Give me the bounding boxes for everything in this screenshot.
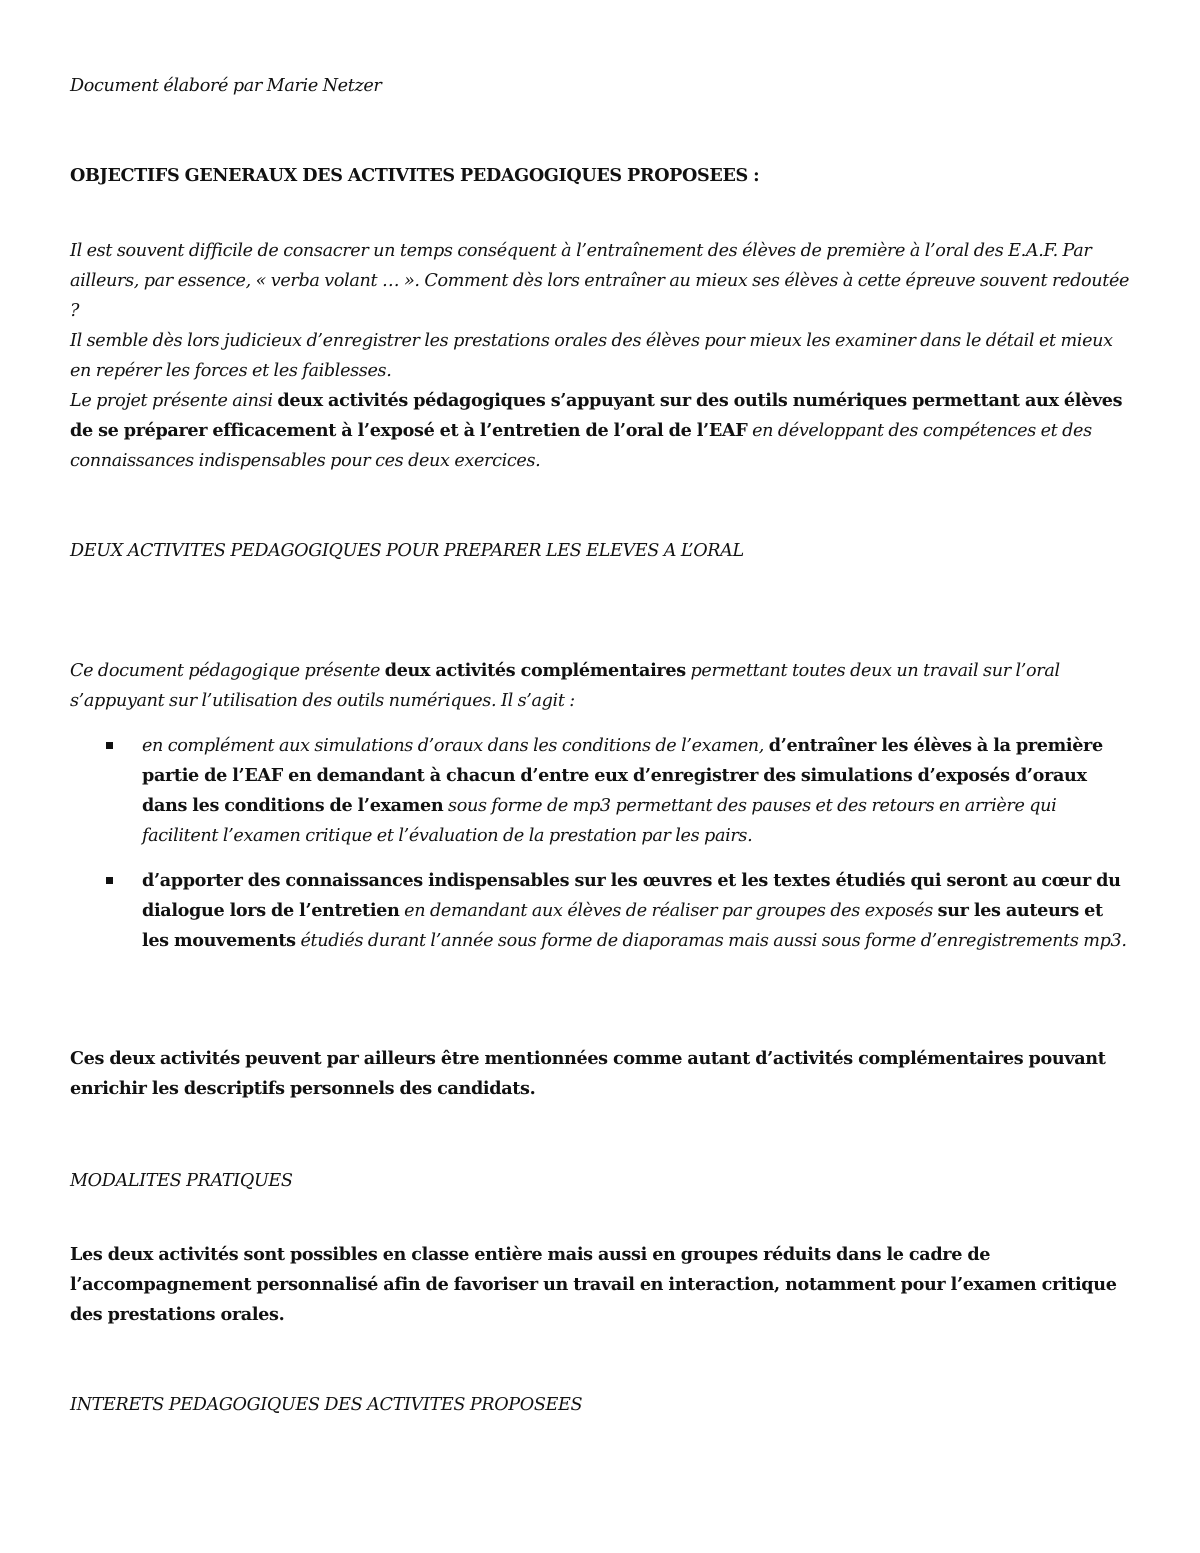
square-bullet-icon bbox=[106, 877, 113, 884]
bullet-2-italic-end: étudiés durant l’année sous forme de diaporamas mais aussi sous forme d’enregistrements mp3. bbox=[295, 931, 1127, 951]
heading-objectifs: OBJECTIFS GENERAUX DES ACTIVITES PEDAGOGIQUES PROPOSEES : bbox=[70, 165, 760, 186]
intro-section bbox=[70, 236, 1132, 476]
activities-list bbox=[70, 731, 1132, 956]
list-item bbox=[70, 866, 1132, 956]
intro-paragraph-3 bbox=[70, 386, 1132, 476]
bullet-1-italic-start: en complément aux simulations d’oraux dans les conditions de l’examen, bbox=[142, 736, 769, 756]
intro-p3-italic-end: en développant des compétences et des connaissances indispensables pour ces deux exercices. bbox=[70, 421, 1092, 471]
heading-deux-activites: DEUX ACTIVITES PEDAGOGIQUES POUR PREPARER LES ELEVES A L’ORAL bbox=[70, 541, 744, 561]
intro-p3-bold: deux activités pédagogiques s’appuyant sur des outils numériques permettant aux élèves de se préparer efficacement à l’exposé et à l’entretien de l’oral de l’EAF bbox=[70, 390, 1123, 441]
bullet-2-italic-mid: en demandant aux élèves de réaliser par groupes des exposés bbox=[399, 901, 938, 921]
intro-paragraph-1: Il est souvent difficile de consacrer un temps conséquent à l’entraînement des élèves de première à l’oral des E.A.F. Par ailleurs, par essence, « verba volant … ». Comment dès lors entraîner au mieux ses élèves à cette épreuve souvent redoutée ? bbox=[70, 241, 1130, 321]
bullet-2-bold-mid: sur les auteurs et les mouvements bbox=[142, 900, 1103, 951]
complementaires-paragraph: Ces deux activités peuvent par ailleurs être mentionnées comme autant d’activités complémentaires pouvant enrichir les descriptifs personnels des candidats. bbox=[70, 1048, 1106, 1099]
presentation-italic-start: Ce document pédagogique présente bbox=[70, 661, 385, 681]
bullet-1-italic-end: sous forme de mp3 permettant des pauses et des retours en arrière qui facilitent l’examen critique et l’évaluation de la prestation par les pairs. bbox=[142, 796, 1057, 846]
intro-paragraph-2: Il semble dès lors judicieux d’enregistrer les prestations orales des élèves pour mieux les examiner dans le détail et mieux en repérer les forces et les faiblesses. bbox=[70, 331, 1113, 381]
author-line: Document élaboré par Marie Netzer bbox=[70, 76, 382, 96]
heading-modalites: MODALITES PRATIQUES bbox=[70, 1171, 293, 1191]
heading-interets: INTERETS PEDAGOGIQUES DES ACTIVITES PROPOSEES bbox=[70, 1395, 583, 1415]
presentation-bold: deux activités complémentaires bbox=[384, 660, 686, 681]
presentation-italic-end: permettant toutes deux un travail sur l’oral s’appuyant sur l’utilisation des outils numériques. Il s’agit : bbox=[70, 661, 1060, 711]
list-item bbox=[70, 731, 1132, 851]
bullet-2-bold-start: d’apporter des connaissances indispensables sur les œuvres et les textes étudiés qui seront au cœur du dialogue lors de l’entretien bbox=[142, 870, 1121, 921]
presentation-paragraph bbox=[70, 656, 1132, 716]
bullet-1-bold: d’entraîner les élèves à la première partie de l’EAF en demandant à chacun d’entre eux d’enregistrer des simulations d’exposés d’oraux dans les conditions de l’examen bbox=[142, 735, 1103, 816]
square-bullet-icon bbox=[106, 742, 113, 749]
intro-p3-italic: Le projet présente ainsi bbox=[70, 391, 278, 411]
modalites-paragraph: Les deux activités sont possibles en classe entière mais aussi en groupes réduits dans le cadre de l’accompagnement personnalisé afin de favoriser un travail en interaction, notamment pour l’examen critique des prestations orales. bbox=[70, 1244, 1117, 1325]
